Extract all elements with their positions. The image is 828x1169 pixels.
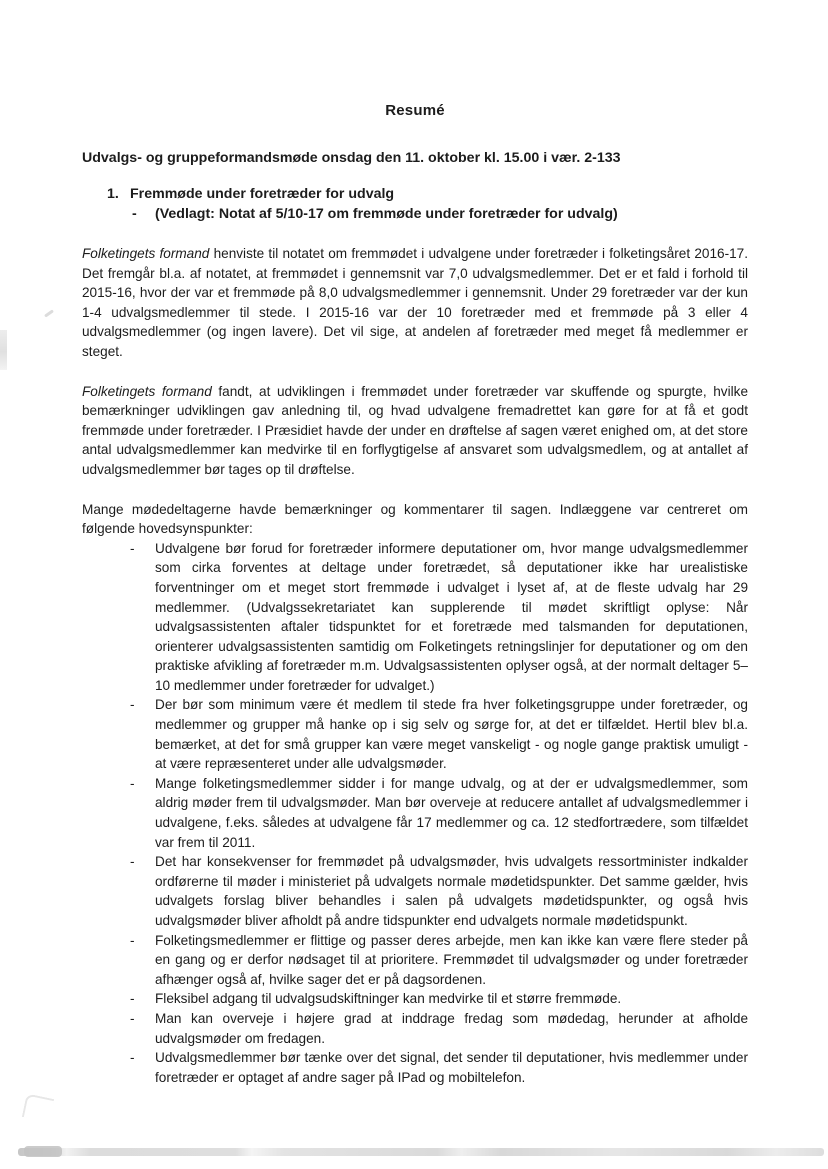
bullet-text: Fleksibel adgang til udvalgsudskiftninger kan medvirke til et større fremmøde. bbox=[155, 991, 622, 1007]
bullet-dash: - bbox=[130, 775, 135, 791]
paragraph-deltagere-intro bbox=[82, 500, 748, 539]
bullet-dash: - bbox=[130, 854, 135, 870]
bullet-dash: - bbox=[130, 932, 135, 948]
paragraph-formand-henviste bbox=[82, 244, 748, 362]
paragraph-text: fandt, at udviklingen i fremmødet under foretræder var skuffende og spurgte, hvilke bemærkninger udviklingen gav anledning til, og hvad udvalgene fremadrettet kan gøre for at få et godt fremmøde under foretræder. I Præsidiet havde der under en drøftelse af sagen været enighed om, at det store antal udvalgsmedlemmer kan medvirke til en forflygtigelse af ansvaret som udvalgsmedlem, og at antallet af udvalgsmedlemmer bør tages op til drøftelse. bbox=[82, 383, 749, 477]
viewpoint-bullet-list bbox=[82, 539, 748, 1088]
attachment-dash: - bbox=[132, 206, 137, 222]
bullet-dash: - bbox=[130, 1050, 135, 1066]
list-item bbox=[130, 695, 748, 773]
list-item bbox=[130, 539, 748, 696]
list-item bbox=[130, 989, 748, 1009]
agenda-item-title: Fremmøde under foretræder for udvalg bbox=[130, 186, 395, 202]
meeting-heading: Udvalgs- og gruppeformandsmøde onsdag den 11. oktober kl. 15.00 i vær. 2-133 bbox=[82, 150, 621, 166]
bullet-text: Der bør som minimum være ét medlem til stede fra hver folketingsgruppe under foretræder, og medlemmer og grupper må hanke op i sig selv og sørge for, at det er tilfældet. Hertil blev bl.a. bemærket, at det for små grupper kan være meget vanskeligt - og nogle gange praktisk umuligt - at være repræsenteret under alle udvalgsmøder. bbox=[155, 697, 748, 772]
bullet-dash: - bbox=[130, 991, 135, 1007]
bullet-text: Udvalgsmedlemmer bør tænke over det signal, det sender til deputationer, hvis medlemmer under foretræder er optaget af andre sager på IPad og mobiltelefon. bbox=[155, 1050, 748, 1085]
document-content bbox=[82, 0, 748, 1087]
paragraph-lead-italic: Folketingets formand bbox=[82, 246, 210, 261]
bullet-dash: - bbox=[130, 697, 135, 713]
bullet-text: Man kan overveje i højere grad at inddrage fredag som mødedag, herunder at afholde udvalgsmøder om fredagen. bbox=[155, 1010, 748, 1046]
list-item bbox=[130, 931, 748, 990]
agenda-item bbox=[82, 184, 748, 224]
list-item bbox=[130, 852, 748, 930]
bullet-text: Folketingsmedlemmer er flittige og passer deres arbejde, men kan ikke kan være flere steder på en gang og er derfor nødsaget til at prioritere. Fremmødet til udvalgsmøder og under foretræder afhænger også af, hvilke sager det er på dagsordenen. bbox=[155, 932, 748, 987]
scan-artifact-squiggle bbox=[22, 1093, 54, 1122]
page-title: Resumé bbox=[385, 102, 445, 119]
agenda-item-number: 1. bbox=[107, 186, 119, 202]
list-item bbox=[130, 1048, 748, 1087]
list-item bbox=[130, 774, 748, 852]
attachment-row bbox=[82, 204, 748, 224]
list-item bbox=[130, 1009, 748, 1048]
scan-artifact-tick bbox=[44, 309, 54, 317]
bullet-dash: - bbox=[130, 1010, 135, 1026]
bullet-text: Udvalgene bør forud for foretræder informere deputationer om, hvor mange udvalgsmedlemmer som cirka forventes at deltage under foretrædet, så deputationer ikke har urealistiske forventninger om et meget stort fremmøde i udvalget i lyset af, at de fleste udvalg har 29 medlemmer. (Udvalgssekretariatet kan supplerende til mødet skriftligt oplyse: Når udvalgsassistenten aftaler tidspunktet for et foretræde med talsmanden for deputationen, orienterer udvalgsassistenten samtidig om Folketingets retningslinjer for deputationer og om den praktiske afvikling af foretræder m.m. Udvalgsassistenten oplyser også, at der normalt deltager 5–10 medlemmer under foretræder for udvalget.) bbox=[155, 540, 748, 693]
agenda-item-row bbox=[82, 184, 748, 204]
scan-artifact-left-edge bbox=[0, 330, 7, 370]
scan-artifact-bottom-blob bbox=[24, 1146, 62, 1157]
paragraph-lead-italic: Folketingets formand bbox=[82, 383, 212, 399]
paragraph-text: Mange mødedeltagerne havde bemærkninger og kommentarer til sagen. Indlæggene var centreret om følgende hovedsynspunkter: bbox=[82, 501, 748, 537]
bullet-dash: - bbox=[130, 540, 135, 556]
bullet-text: Mange folketingsmedlemmer sidder i for mange udvalg, og at der er udvalgsmedlemmer, som aldrig møder frem til udvalgsmøder. Man bør overveje at reducere antallet af udvalgsmedlemmer i udvalgene, f.eks. således at udvalgene får 17 medlemmer og ca. 12 stedfortrædere, som tilfældet var frem til 2011. bbox=[155, 775, 748, 850]
bullet-text: Det har konsekvenser for fremmødet på udvalgsmøder, hvis udvalgets ressortminister indkalder ordførerne til møder i ministeriet på udvalgets normale mødetidspunkter. Det samme gælder, hvis udvalgets forslag bliver behandles i salen på udvalgets mødetidspunkter, og også hvis udvalgsmøder bliver afholdt på andre tidspunkter end udvalgets normale mødetidspunkt. bbox=[155, 854, 748, 928]
paragraph-formand-fandt bbox=[82, 382, 748, 480]
scan-artifact-bottom-band bbox=[18, 1148, 824, 1156]
attachment-note: (Vedlagt: Notat af 5/10-17 om fremmøde under foretræder for udvalg) bbox=[155, 206, 618, 222]
paragraph-text: henviste til notatet om fremmødet i udvalgene under foretræder i folketingsåret 2016-17. Det fremgår bl.a. af notatet, at fremmødet i gennemsnit var 7,0 udvalgsmedlemmer. Det er et fald i forhold til 2015-16, hvor der var et fremmøde på 8,0 udvalgsmedlemmer i gennemsnit. Under 29 foretræder var der kun 1-4 udvalgsmedlemmer til stede. I 2015-16 var der 10 foretræder med et fremmøde på 3 eller 4 udvalgsmedlemmer (og ingen lavere). Det vil sige, at andelen af foretræder med meget få medlemmer er steget. bbox=[82, 246, 749, 359]
